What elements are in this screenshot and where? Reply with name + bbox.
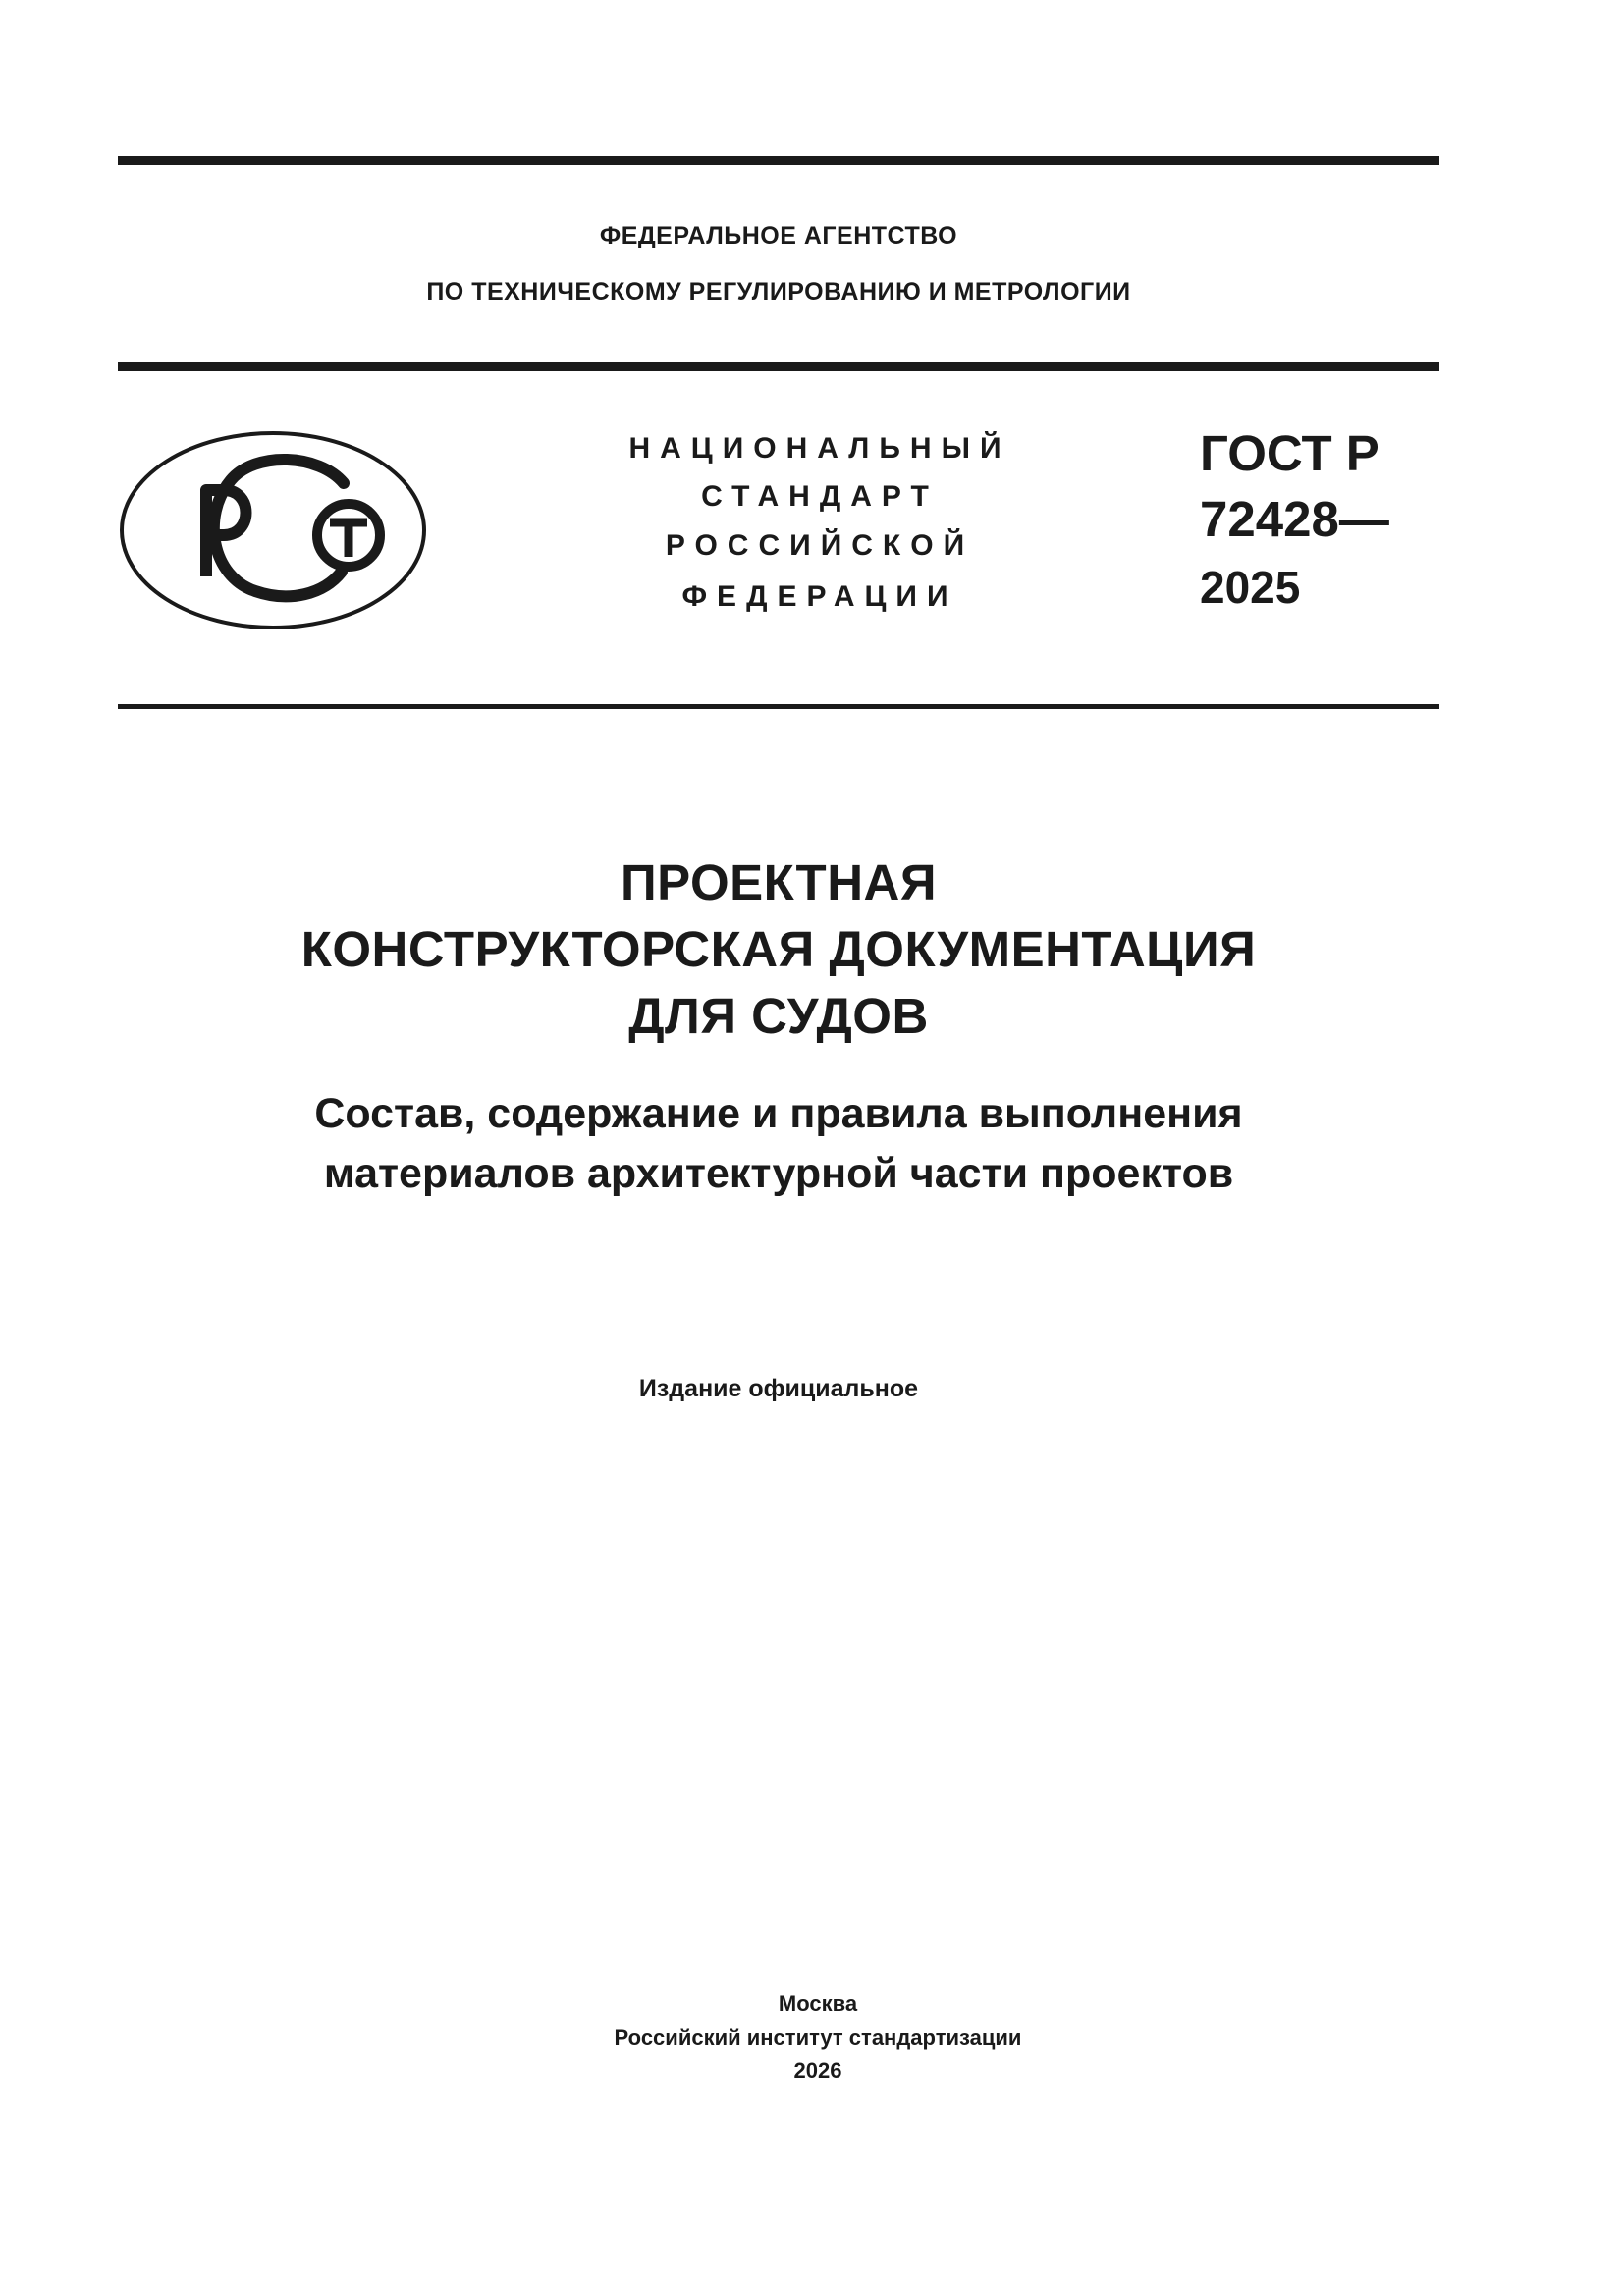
national-standard-line2: СТАНДАРТ xyxy=(701,480,939,513)
document-subtitle-line1: Состав, содержание и правила выполнения xyxy=(314,1090,1243,1137)
national-standard-line3: РОССИЙСКОЙ xyxy=(665,529,975,562)
agency-name-line1: ФЕДЕРАЛЬНОЕ АГЕНТСТВО xyxy=(599,222,958,249)
national-standard-line1: НАЦИОНАЛЬНЫЙ xyxy=(628,432,1011,465)
document-title-line3: ДЛЯ СУДОВ xyxy=(628,988,929,1044)
edition-label: Издание официальное xyxy=(638,1375,919,1402)
imprint-year: 2026 xyxy=(793,2058,842,2083)
document-title-line1: ПРОЕКТНАЯ xyxy=(620,854,938,910)
national-standard-line4: ФЕДЕРАЦИИ xyxy=(681,580,958,613)
imprint-city: Москва xyxy=(778,1992,858,2016)
top-rule xyxy=(118,156,1439,165)
designation-line1: ГОСТ Р xyxy=(1200,425,1380,481)
imprint-publisher: Российский институт стандартизации xyxy=(614,2025,1022,2050)
middle-rule xyxy=(118,362,1439,371)
rst-logo-icon xyxy=(118,429,428,631)
designation-line3: 2025 xyxy=(1200,562,1301,613)
document-title-line2: КОНСТРУКТОРСКАЯ ДОКУМЕНТАЦИЯ xyxy=(300,921,1257,977)
designation-line2: 72428— xyxy=(1200,491,1389,547)
bottom-rule xyxy=(118,704,1439,709)
document-subtitle-line2: материалов архитектурной части проектов xyxy=(323,1150,1234,1197)
agency-name-line2: ПО ТЕХНИЧЕСКОМУ РЕГУЛИРОВАНИЮ И МЕТРОЛОГИИ xyxy=(426,278,1131,305)
